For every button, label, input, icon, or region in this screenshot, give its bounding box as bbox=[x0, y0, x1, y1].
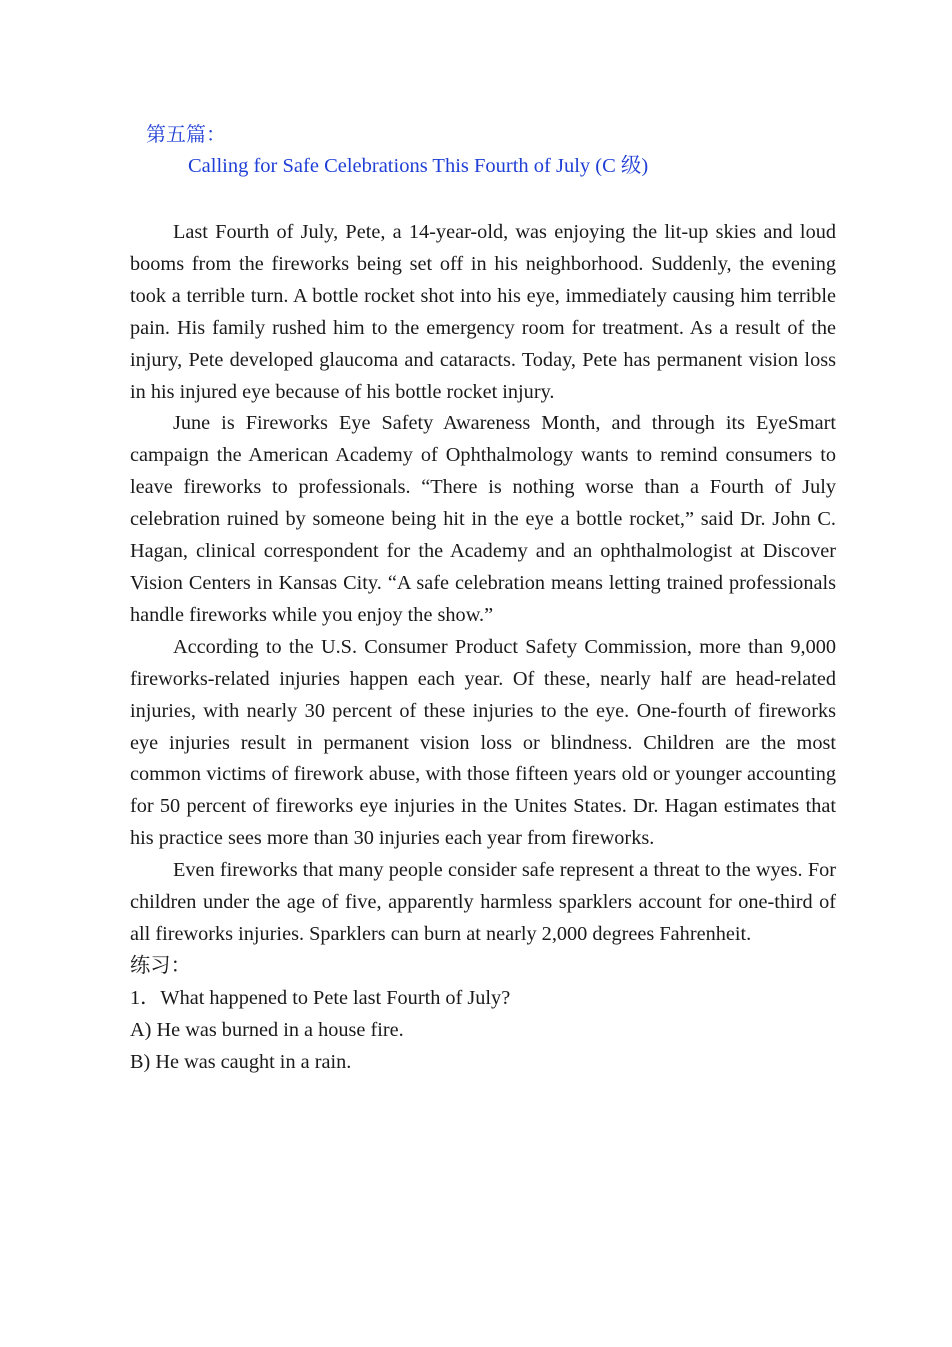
paragraph-4: Even fireworks that many people consider safe represent a threat to the wyes. For children under the age of five, apparently harmless sparklers account for one-third of all fireworks injuries. Sparklers can burn at nearly 2,000 degrees Fahrenheit. bbox=[130, 859, 836, 945]
paragraph-1: Last Fourth of July, Pete, a 14-year-old, was enjoying the lit-up skies and loud booms from the fireworks being set off in his neighborhood. Suddenly, the evening took a terrible turn. A bottle rocket shot into his eye, immediately causing him terrible pain. His family rushed him to the emergency room for treatment. As a result of the injury, Pete developed glaucoma and cataracts. Today, Pete has permanent vision loss in his injured eye because of his bottle rocket injury. bbox=[130, 221, 836, 403]
passage-title: Calling for Safe Celebrations This Fourth of July (C 级) bbox=[188, 155, 649, 177]
passage-body bbox=[130, 217, 836, 1078]
paragraph-3: According to the U.S. Consumer Product Safety Commission, more than 9,000 fireworks-related injuries happen each year. Of these, nearly half are head-related injuries, with nearly 30 percent of these injuries to the eye. One-fourth of fireworks eye injuries result in permanent vision loss or blindness. Children are the most common victims of firework abuse, with those fifteen years old or younger accounting for 50 percent of fireworks eye injuries in the Unites States. Dr. Hagan estimates that his practice sees more than 30 injuries each year from fireworks. bbox=[130, 635, 836, 850]
question-1: 1．What happened to Pete last Fourth of July? bbox=[130, 986, 511, 1009]
section-label: 第五篇： bbox=[146, 124, 226, 146]
paragraph-2: June is Fireworks Eye Safety Awareness Month, and through its EyeSmart campaign the American Academy of Ophthalmology wants to remind consumers to leave fireworks to professionals. “There is nothing worse than a Fourth of July celebration ruined by someone being hit in the eye a bottle rocket,” said Dr. John C. Hagan, clinical correspondent for the Academy and an ophthalmologist at Discover Vision Centers in Kansas City. “A safe celebration means letting trained professionals handle fireworks while you enjoy the show.” bbox=[130, 412, 836, 626]
option-b: B) He was caught in a rain. bbox=[130, 1050, 352, 1073]
option-a: A) He was burned in a house fire. bbox=[130, 1018, 404, 1041]
exercise-label: 练习： bbox=[130, 954, 191, 977]
